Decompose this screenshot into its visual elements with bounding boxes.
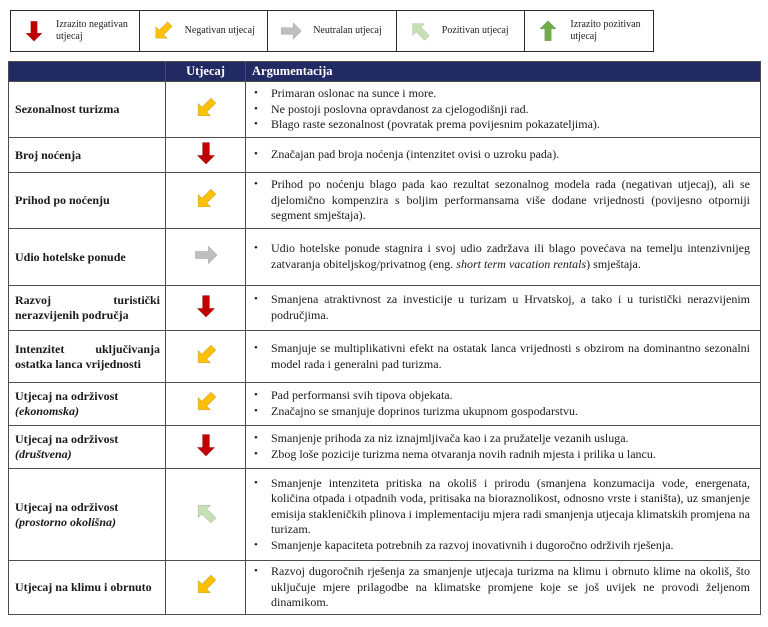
argument-cell <box>246 469 761 561</box>
arrow-down-icon <box>192 139 220 167</box>
impact-cell <box>166 286 246 331</box>
row-label: Broj noćenja <box>15 147 82 162</box>
argument-cell <box>246 561 761 615</box>
table-body <box>9 82 761 615</box>
bullet-item <box>251 341 750 372</box>
bullet-marker: • <box>254 148 258 161</box>
bullet-marker: • <box>254 389 258 402</box>
row-label: Prihod po noćenju <box>15 193 110 207</box>
bullet-item <box>251 564 750 611</box>
legend-item <box>11 11 139 51</box>
table-row <box>9 561 761 615</box>
row-label-cell <box>9 331 166 383</box>
header-row <box>9 62 761 82</box>
header-cell-empty <box>9 62 166 82</box>
legend-item <box>524 11 653 51</box>
table-row <box>9 229 761 286</box>
arrow-diagonal-up-icon <box>401 13 438 50</box>
row-label: Utjecaj na održivost <box>15 432 119 446</box>
bullet-marker: • <box>254 565 258 577</box>
argument-cell <box>246 286 761 331</box>
bullet-text: Smanjenje intenziteta pritiska na okoliš i prirodu (smanjena konzumacija vode, energenata, količina otpada i otpadnih voda, pritisaka na bioraznolikost, odnosno vrste i staništa), uz smanjenje emisija stakleničkih plinova i implementaciju mjera radi smanjenja utjecaja klimatskih promjena na turizam. <box>271 475 750 537</box>
argument-cell <box>246 383 761 426</box>
arrow-diagonal-down-icon <box>144 13 181 50</box>
argument-cell <box>246 173 761 229</box>
bullet-item <box>251 117 750 133</box>
legend-item-label: Negativan utjecaj <box>184 25 255 37</box>
bullet-item <box>251 241 750 272</box>
arrow-down-icon <box>21 18 47 44</box>
bullet-item <box>251 177 750 224</box>
arrow-diagonal-down-icon <box>186 382 226 422</box>
row-label-cell <box>9 469 166 561</box>
table-row <box>9 82 761 138</box>
table-row <box>9 173 761 229</box>
bullet-item <box>251 447 750 463</box>
bullet-marker: • <box>254 476 258 489</box>
row-label-cell <box>9 383 166 426</box>
bullet-marker: • <box>254 405 258 417</box>
row-label-cell <box>9 286 166 331</box>
row-sublabel: (društvena) <box>15 447 72 461</box>
row-label: Utjecaj na održivost <box>15 499 119 514</box>
bullet-text: Udio hotelske ponude stagnira i svoj udio zadržava ili blago povećava na temelju intenzivnijeg zatvaranja obiteljskog/privatnog (eng. short term vacation rentals) smještaja. <box>271 241 750 271</box>
table-row <box>9 469 761 561</box>
bullet-item <box>251 538 750 554</box>
argument-cell <box>246 229 761 286</box>
table-row <box>9 138 761 173</box>
legend-item-label: Izrazito negativan utjecaj <box>56 19 128 42</box>
bullet-item <box>251 431 750 447</box>
row-label: Utjecaj na klimu i obrnuto <box>15 579 152 594</box>
row-label-cell <box>9 561 166 615</box>
impact-cell <box>166 173 246 229</box>
legend-item-label: Izrazito pozitivan utjecaj <box>570 19 641 42</box>
arrow-diagonal-down-icon <box>186 335 226 375</box>
arrow-diagonal-down-icon <box>186 179 226 219</box>
bullet-text: Ne postoji poslovna opravdanost za cjelogodišnji rad. <box>271 101 529 116</box>
row-sublabel: (prostorno okolišna) <box>15 514 117 529</box>
row-label: Razvoj turistički nerazvijenih područja <box>15 293 160 322</box>
arrow-right-icon <box>192 241 220 269</box>
table-row <box>9 286 761 331</box>
bullet-item <box>251 102 750 118</box>
argument-cell <box>246 426 761 469</box>
impact-cell <box>166 229 246 286</box>
impact-cell <box>166 331 246 383</box>
bullet-item <box>251 388 750 404</box>
argument-cell <box>246 331 761 383</box>
legend-item-label: Neutralan utjecaj <box>313 25 382 37</box>
row-label: Sezonalnost turizma <box>15 102 120 116</box>
bullet-marker: • <box>254 293 258 306</box>
bullet-text: Razvoj dugoročnih rješenja za smanjenje utjecaja turizma na klimu i obrnuto klime na okoliš, što uključuje mjere prilagodbe na klimatske promjene koje se još uvijek ne provodi željenom dinamikom. <box>271 564 750 610</box>
bullet-marker: • <box>254 538 258 551</box>
bullet-item <box>251 476 750 538</box>
header-cell-utjecaj: Utjecaj <box>166 62 246 82</box>
bullet-text: Značajan pad broja noćenja (intenzitet ovisi o uzroku pada). <box>271 147 560 162</box>
bullet-marker: • <box>254 242 258 255</box>
impact-cell <box>166 469 246 561</box>
bullet-marker: • <box>254 432 258 445</box>
legend-item <box>139 11 268 51</box>
table-row <box>9 383 761 426</box>
arrow-diagonal-down-icon <box>186 566 226 606</box>
row-label-cell <box>9 426 166 469</box>
impact-table <box>8 61 761 615</box>
row-label-cell <box>9 82 166 138</box>
bullet-marker: • <box>254 102 258 115</box>
impact-cell <box>166 383 246 426</box>
bullet-text: Pad performansi svih tipova objekata. <box>271 388 453 403</box>
argument-cell <box>246 138 761 173</box>
bullet-text: Primaran oslonac na sunce i more. <box>271 86 437 101</box>
legend-item <box>396 11 525 51</box>
impact-cell <box>166 426 246 469</box>
argument-cell <box>246 82 761 138</box>
bullet-marker: • <box>254 448 258 460</box>
bullet-marker: • <box>254 341 258 354</box>
bullet-marker: • <box>254 118 258 131</box>
row-label-cell <box>9 173 166 229</box>
row-label: Udio hotelske ponude <box>15 249 126 264</box>
row-label-cell <box>9 229 166 286</box>
italic-text: short term vacation rentals <box>456 257 587 271</box>
bullet-item <box>251 86 750 102</box>
bullet-item <box>251 147 750 163</box>
bullet-text: Značajno se smanjuje doprinos turizma ukupnom gospodarstvu. <box>271 404 578 418</box>
legend <box>10 10 654 52</box>
arrow-diagonal-up-icon <box>186 493 226 533</box>
impact-cell <box>166 561 246 615</box>
table-row <box>9 426 761 469</box>
impact-cell <box>166 82 246 138</box>
table-header <box>9 62 761 82</box>
bullet-text: Smanjenje prihoda za niz iznajmljivača kao i za pružatelje vezanih usluga. <box>271 431 629 446</box>
legend-item-label: Pozitivan utjecaj <box>441 25 509 37</box>
row-label-cell <box>9 138 166 173</box>
impact-cell <box>166 138 246 173</box>
bullet-marker: • <box>254 87 258 100</box>
row-label: Utjecaj na održivost <box>15 389 119 403</box>
arrow-down-icon <box>192 292 220 320</box>
row-label: Intenzitet uključivanja ostatka lanca vrijednosti <box>15 341 160 371</box>
row-sublabel: (ekonomska) <box>15 404 79 418</box>
bullet-text: Smanjuje se multiplikativni efekt na ostatak lanca vrijednosti s obzirom na dominantno sezonalni model rada i generalni pad turizma. <box>271 340 750 371</box>
header-cell-argumentacija: Argumentacija <box>246 62 761 82</box>
bullet-text: Blago raste sezonalnost (povratak prema povijesnim pokazateljima). <box>271 117 600 132</box>
bullet-item <box>251 404 750 420</box>
arrow-down-icon <box>192 431 220 459</box>
arrow-diagonal-down-icon <box>186 88 226 128</box>
bullet-text: Prihod po noćenju blago pada kao rezultat sezonalnog modela rada (negativan utjecaj), ali se djelomično kompenzira s boljim performansama više dodane vrijednosti (povijesno otporniji segment smještaja). <box>271 177 750 223</box>
bullet-text: Smanjena atraktivnost za investicije u turizam u Hrvatskoj, a tako i u turistički nerazvijenim područjima. <box>271 292 750 322</box>
bullet-item <box>251 292 750 323</box>
arrow-right-icon <box>278 18 304 44</box>
bullet-marker: • <box>254 178 258 191</box>
bullet-text: Zbog loše pozicije turizma nema otvaranja novih radnih mjesta i prilika u lancu. <box>271 447 656 461</box>
legend-item <box>267 11 396 51</box>
arrow-up-icon <box>535 18 561 44</box>
table-row <box>9 331 761 383</box>
bullet-text: Smanjenje kapaciteta potrebnih za razvoj inovativnih i dugoročno održivih rješenja. <box>271 537 674 552</box>
